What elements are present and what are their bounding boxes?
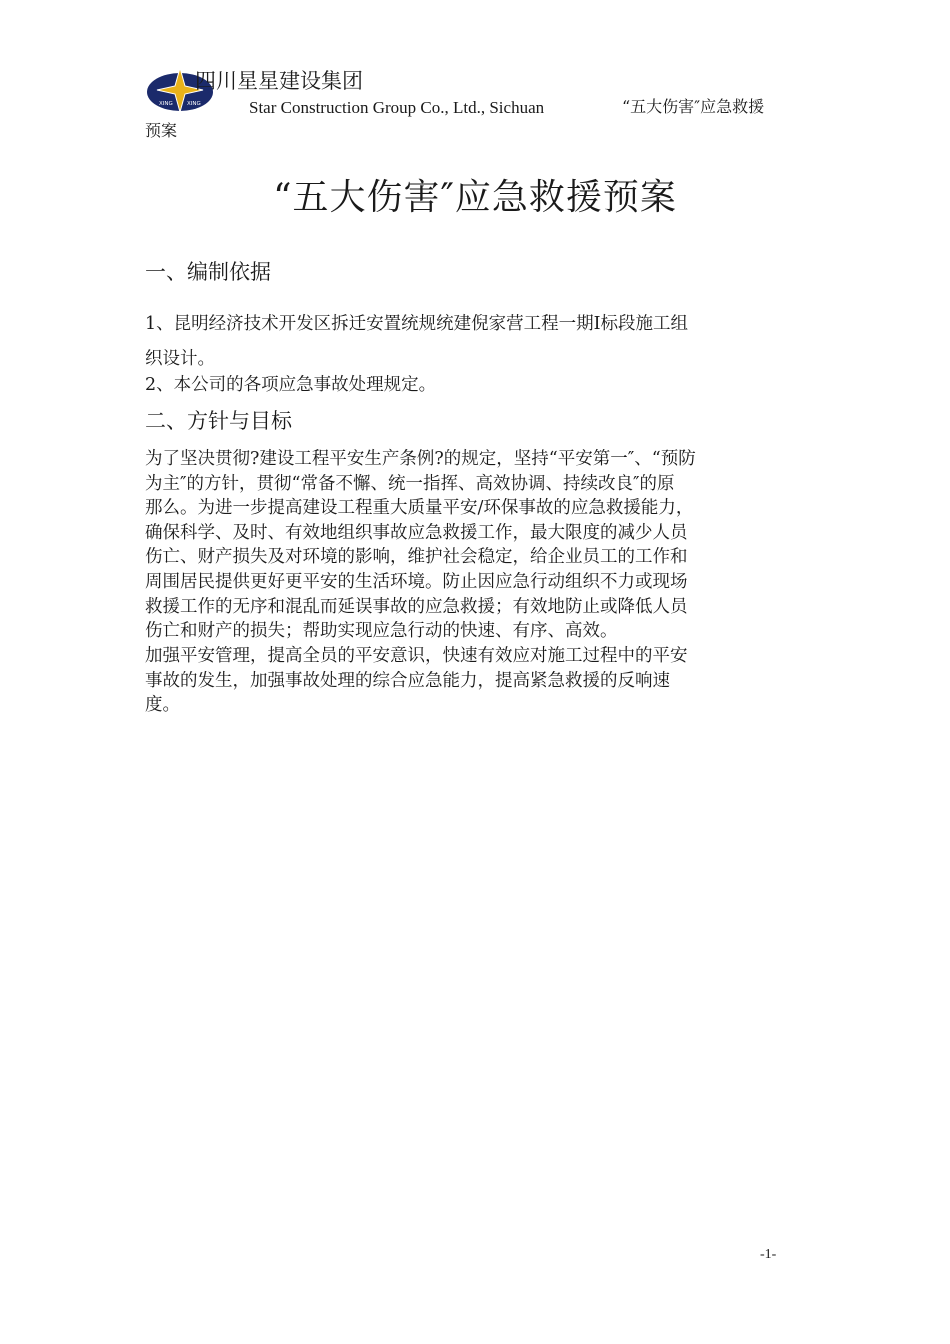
page-number: -1-: [760, 1247, 777, 1262]
paragraph-1-line: 那么。为进一步提高建设工程重大质量平安/环保事故的应急救援能力，: [145, 498, 694, 519]
section-1-item-2: 2、本公司的各项应急事故处理规定。: [145, 375, 437, 395]
logo-text-left: XING: [159, 101, 173, 107]
header-doc-title-continued: 预案: [145, 121, 178, 140]
paragraph-1-line: 为了坚决贯彻?建设工程平安生产条例?的规定，坚持“平安第一″、“预防: [145, 449, 696, 469]
logo-text-right: XING: [187, 101, 201, 107]
section-2-paragraph-2: [145, 644, 807, 718]
section-2-heading: 二、方针与目标: [145, 409, 292, 433]
paragraph-1-line: 伤亡、财产损失及对环境的影响，维护社会稳定，给企业员工的工作和: [145, 547, 688, 568]
paragraph-1-line: 确保科学、及时、有效地组织事故应急救援工作，最大限度的减少人员: [145, 522, 688, 543]
header-doc-title: “五大伤害″应急救援: [622, 97, 765, 116]
paragraph-2-line: 加强平安管理，提高全员的平安意识，快速有效应对施工过程中的平安: [145, 646, 688, 666]
document-title: “五大伤害″应急救援预案: [273, 177, 677, 218]
company-name-en: Star Construction Group Co., Ltd., Sichuan: [249, 98, 545, 117]
section-2-paragraph-1: [145, 447, 807, 644]
paragraph-1-line: 救援工作的无序和混乱而延误事故的应急救援；有效地防止或降低人员: [145, 596, 688, 617]
page-header: [145, 62, 815, 142]
paragraph-1-line: 为主″的方针，贯彻“常备不懈、统一指挥、高效协调、持续改良″的原: [145, 473, 675, 494]
paragraph-1-line: 周围居民提供更好更平安的生活环境。防止因应急行动组织不力或现场: [145, 571, 688, 592]
section-1-heading: 一、编制依据: [145, 260, 271, 284]
section-1-item-1-line-2: 织设计。: [145, 349, 215, 369]
company-name-cn: 四川星星建设集团: [195, 69, 363, 93]
paragraph-1-line: 伤亡和财产的损失；帮助实现应急行动的快速、有序、高效。: [145, 621, 618, 642]
paragraph-2-line: 度。: [145, 695, 180, 716]
paragraph-2-line: 事故的发生，加强事故处理的综合应急能力，提高紧急救援的反响速: [145, 670, 670, 691]
section-1-item-1-line-1: 1、昆明经济技术开发区拆迁安置统规统建倪家营工程一期Ⅰ标段施工组: [145, 314, 689, 334]
